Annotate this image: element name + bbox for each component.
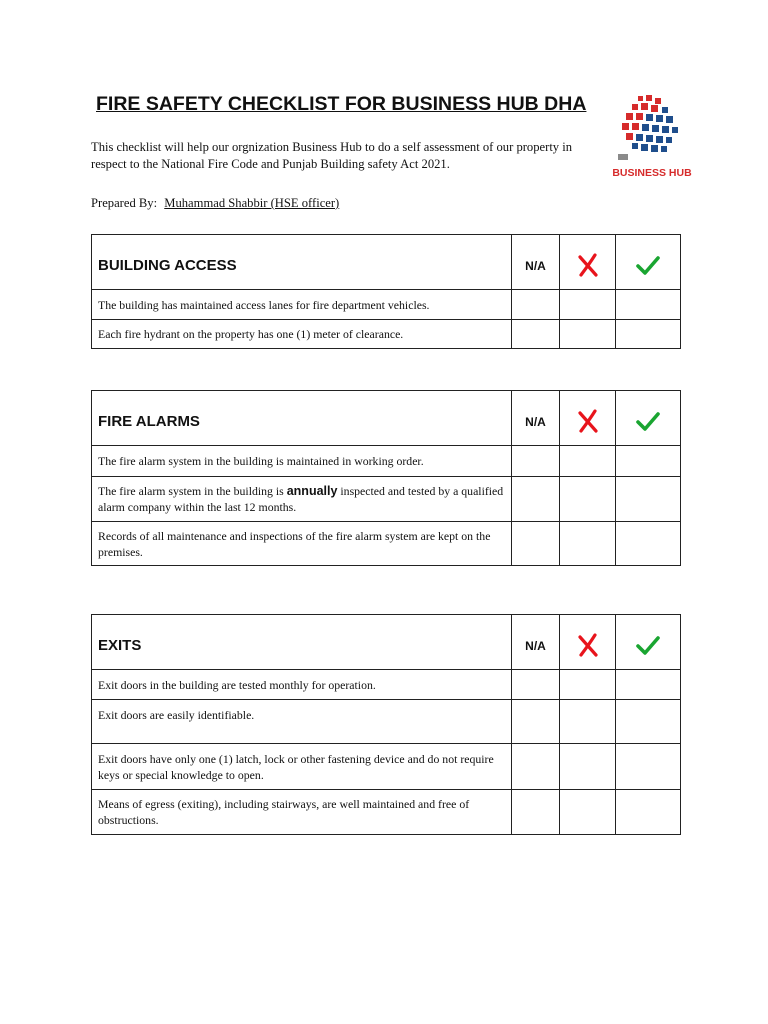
- green-check-icon: [635, 411, 661, 433]
- item-text: Exit doors have only one (1) latch, lock or other fastening device and do not require keys or special knowledge to open.: [92, 744, 512, 790]
- pass-cell[interactable]: [616, 700, 681, 744]
- exits-table: [91, 614, 681, 835]
- emphasis-text: annually: [286, 484, 338, 498]
- pass-cell[interactable]: [616, 477, 681, 522]
- item-text: Records of all maintenance and inspections of the fire alarm system are kept on the premises.: [92, 522, 512, 566]
- business-hub-logo: [612, 92, 692, 182]
- red-cross-icon: [576, 253, 600, 279]
- table-row: [92, 700, 681, 744]
- pass-cell[interactable]: [616, 790, 681, 835]
- green-check-icon: [635, 255, 661, 277]
- document-title: FIRE SAFETY CHECKLIST FOR BUSINESS HUB DHA: [96, 93, 587, 115]
- fail-cell[interactable]: [560, 290, 616, 320]
- table-row: [92, 446, 681, 477]
- na-cell[interactable]: [512, 290, 560, 320]
- item-text: Each fire hydrant on the property has one (1) meter of clearance.: [92, 320, 512, 349]
- logo-text: BUSINESS HUB: [612, 167, 692, 179]
- red-cross-icon: [576, 409, 600, 435]
- section-title: BUILDING ACCESS: [98, 256, 237, 274]
- section-title: FIRE ALARMS: [98, 412, 200, 430]
- item-text: Means of egress (exiting), including stairways, are well maintained and free of obstructions.: [92, 790, 512, 835]
- item-text: The fire alarm system in the building is annually inspected and tested by a qualified alarm company within the last 12 months.: [92, 477, 512, 522]
- building-access-table: [91, 234, 681, 349]
- section-title: EXITS: [98, 636, 142, 654]
- table-row: [92, 477, 681, 522]
- fail-cell[interactable]: [560, 744, 616, 790]
- pass-cell[interactable]: [616, 446, 681, 477]
- fail-cell[interactable]: [560, 790, 616, 835]
- item-text: Exit doors in the building are tested monthly for operation.: [92, 670, 512, 700]
- table-row: [92, 320, 681, 349]
- na-cell[interactable]: [512, 446, 560, 477]
- na-cell[interactable]: [512, 477, 560, 522]
- pass-cell[interactable]: [616, 744, 681, 790]
- na-cell[interactable]: [512, 700, 560, 744]
- fire-alarms-table: [91, 390, 681, 566]
- item-text: The building has maintained access lanes for fire department vehicles.: [92, 290, 512, 320]
- table-row: [92, 744, 681, 790]
- pass-cell[interactable]: [616, 290, 681, 320]
- na-cell[interactable]: [512, 790, 560, 835]
- na-cell[interactable]: [512, 744, 560, 790]
- fail-cell[interactable]: [560, 446, 616, 477]
- na-cell[interactable]: [512, 320, 560, 349]
- table-row: [92, 670, 681, 700]
- logo-graphic: [612, 92, 692, 182]
- na-header: N/A: [512, 235, 560, 290]
- fail-cell[interactable]: [560, 522, 616, 566]
- fail-cell[interactable]: [560, 670, 616, 700]
- fail-cell[interactable]: [560, 700, 616, 744]
- na-header: N/A: [512, 391, 560, 446]
- pass-cell[interactable]: [616, 320, 681, 349]
- red-cross-icon: [576, 633, 600, 659]
- na-cell[interactable]: [512, 670, 560, 700]
- fail-cell[interactable]: [560, 320, 616, 349]
- table-row: [92, 790, 681, 835]
- na-cell[interactable]: [512, 522, 560, 566]
- prepared-label: Prepared By:: [91, 196, 158, 210]
- table-row: [92, 522, 681, 566]
- item-text: The fire alarm system in the building is maintained in working order.: [92, 446, 512, 477]
- na-header: N/A: [512, 615, 560, 670]
- pass-cell[interactable]: [616, 522, 681, 566]
- prepared-by: [91, 196, 339, 211]
- table-row: [92, 290, 681, 320]
- item-text: Exit doors are easily identifiable.: [92, 700, 512, 744]
- intro-paragraph: This checklist will help our orgnization Business Hub to do a self assessment of our property in respect to the National Fire Code and Punjab Building safety Act 2021.: [91, 140, 573, 171]
- prepared-name: Muhammad Shabbir (HSE officer): [164, 196, 340, 210]
- pass-cell[interactable]: [616, 670, 681, 700]
- green-check-icon: [635, 635, 661, 657]
- fail-cell[interactable]: [560, 477, 616, 522]
